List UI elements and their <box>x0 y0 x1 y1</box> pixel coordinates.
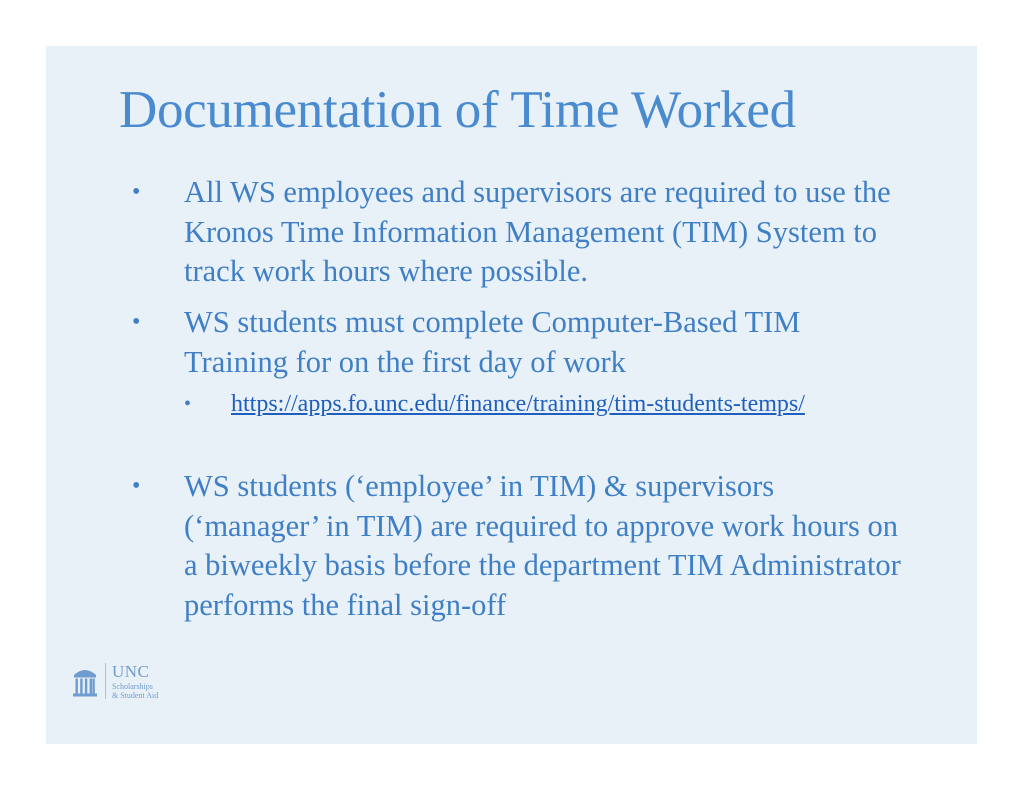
sub-bullet-dot: • <box>184 393 192 415</box>
bullet-dot: • <box>132 473 141 499</box>
logo-line-1: Scholarships <box>112 681 153 691</box>
bullet-text: All WS employees and supervisors are required to use the Kronos Time Information Management (TIM) System to track work hours where possible. <box>184 175 891 288</box>
bullet-item <box>132 467 904 625</box>
logo-line-2: & Student Aid <box>112 690 159 700</box>
old-well-icon <box>72 664 98 698</box>
bullet-item <box>132 303 904 382</box>
bullet-text: WS students must complete Computer-Based TIM Training for on the first day of work <box>184 305 801 379</box>
logo-text <box>112 663 158 700</box>
bullet-text: WS students (‘employee’ in TIM) & supervisors (‘manager’ in TIM) are required to approve work hours on a biweekly basis before the department TIM Administrator performs the final sign-off <box>184 469 901 622</box>
sub-bullet-item <box>184 389 911 419</box>
unc-logo <box>72 661 158 701</box>
logo-divider <box>105 663 106 699</box>
bullet-dot: • <box>132 179 141 205</box>
logo-unc: UNC <box>112 661 150 681</box>
bullet-item <box>132 173 904 292</box>
bullet-dot: • <box>132 309 141 335</box>
slide-title: Documentation of Time Worked <box>119 81 796 139</box>
training-link[interactable]: https://apps.fo.unc.edu/finance/training/tim-students-temps/ <box>231 391 805 417</box>
